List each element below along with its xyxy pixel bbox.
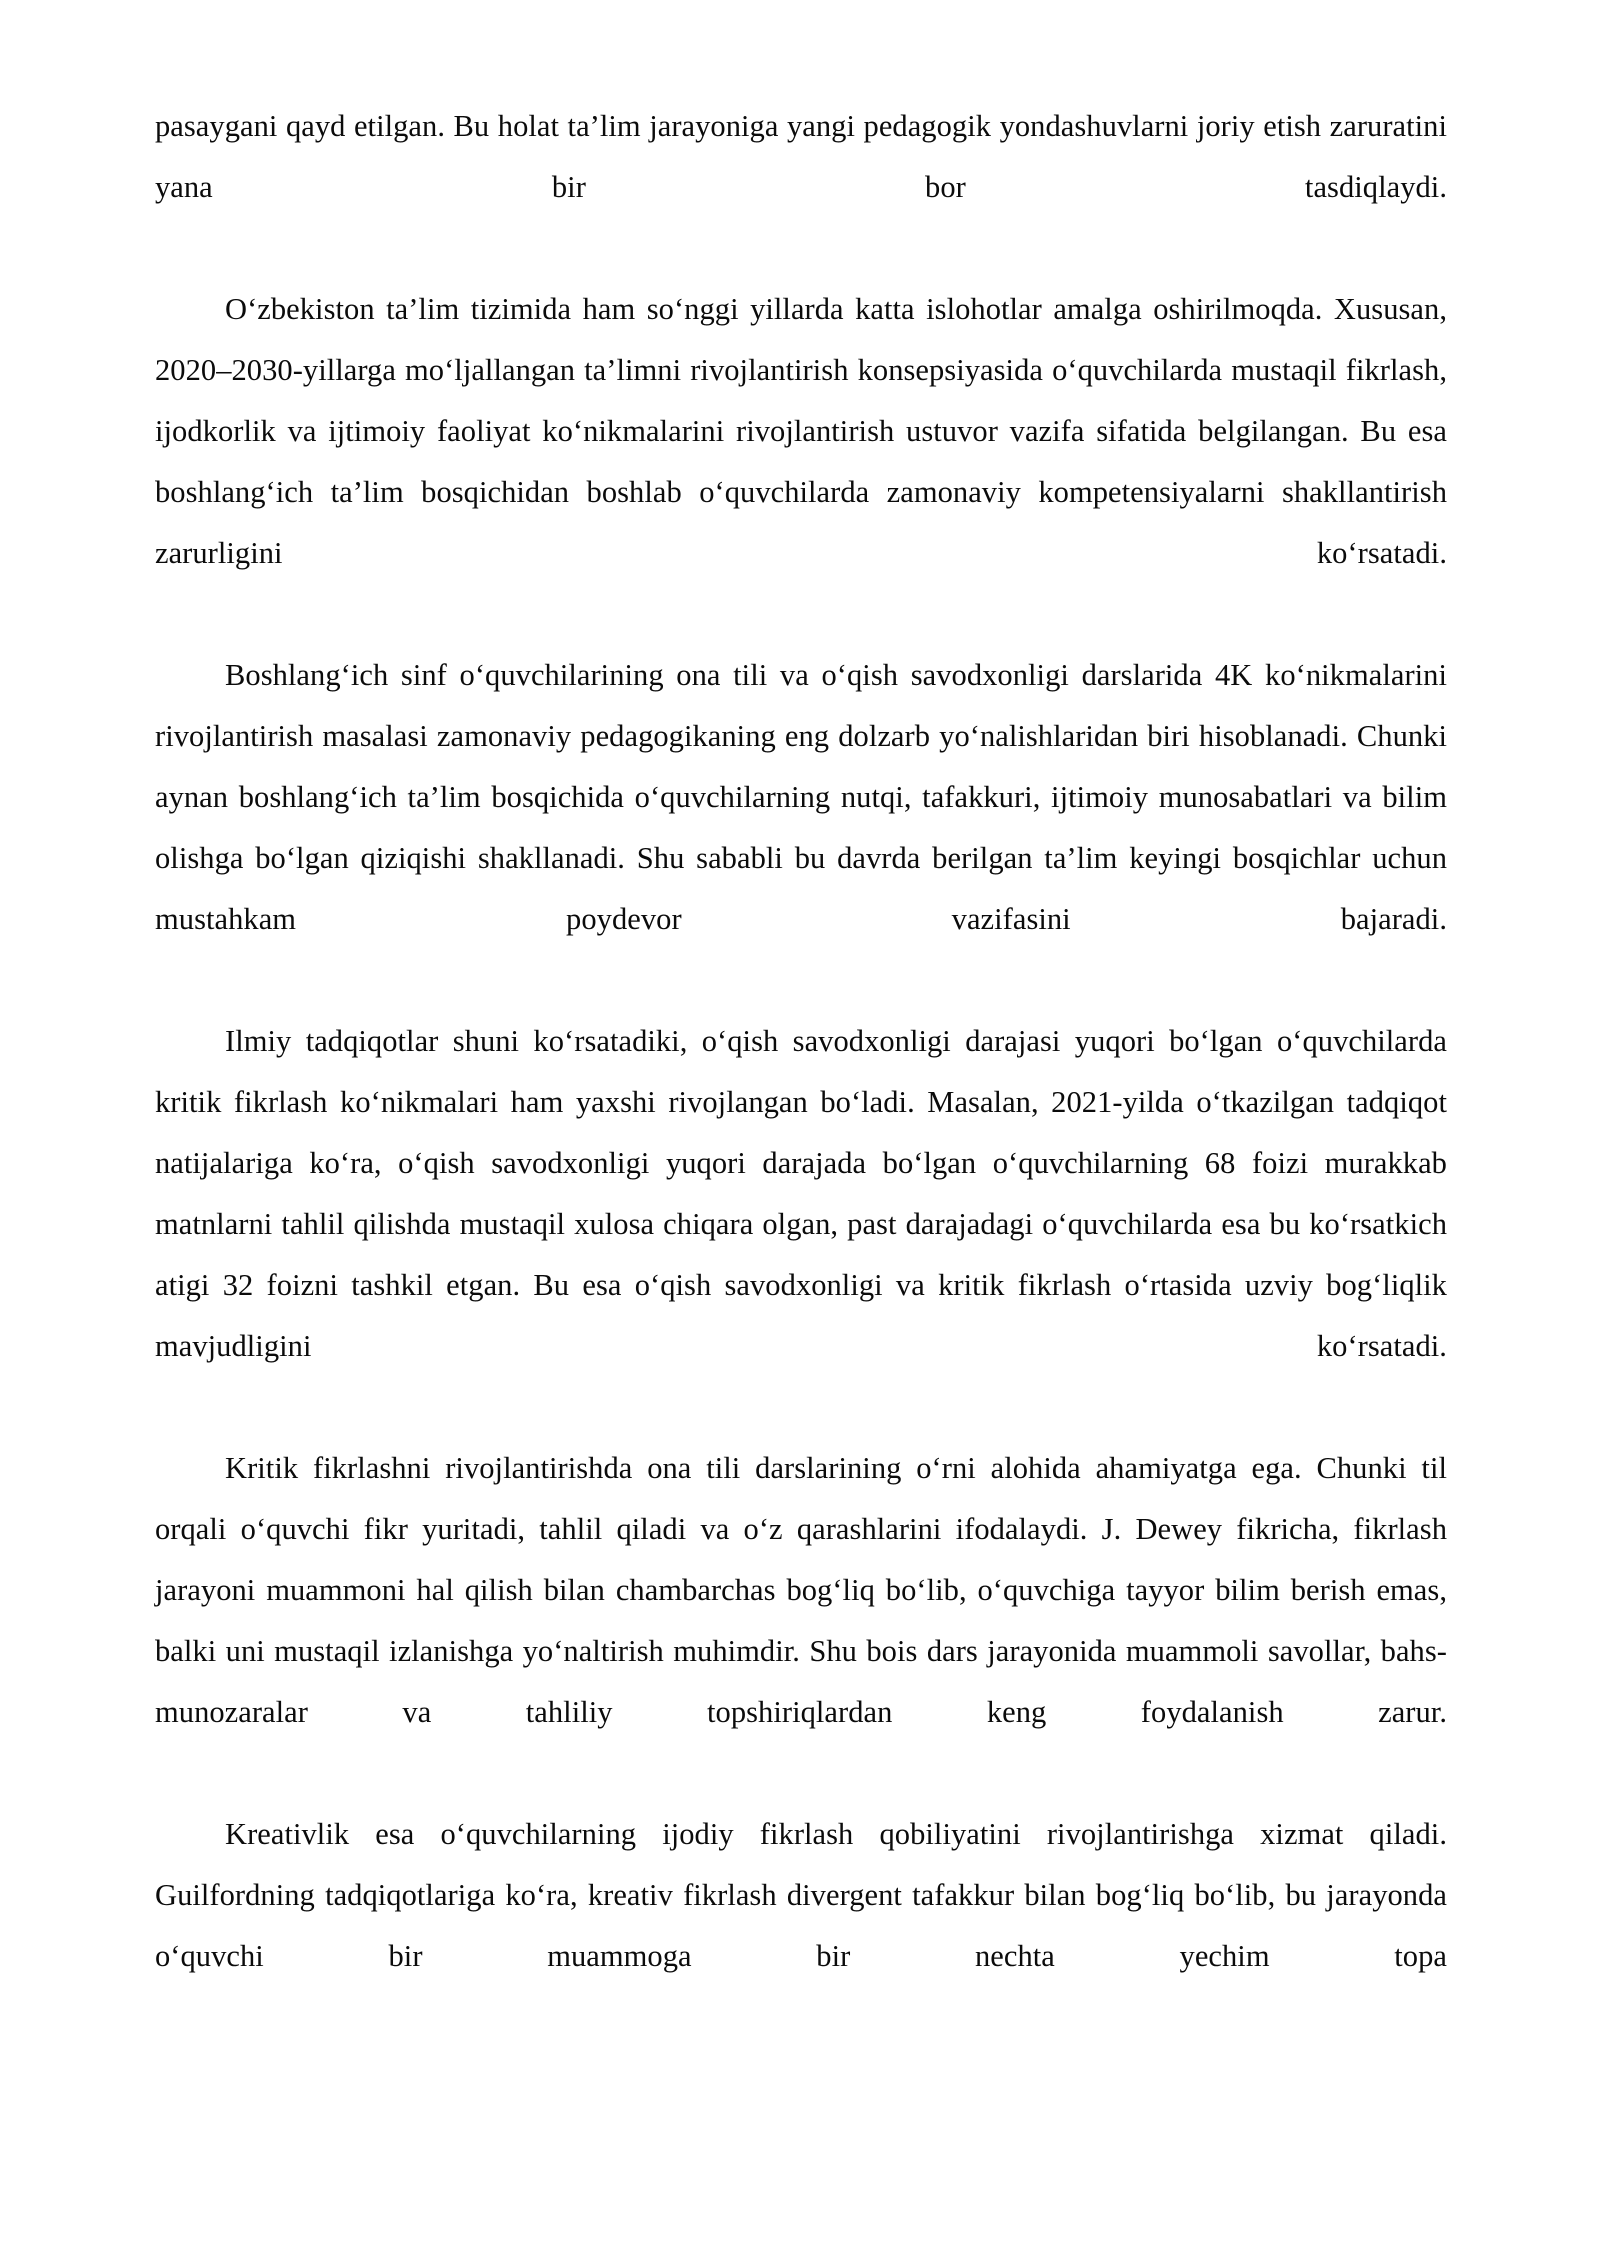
paragraph-3: Boshlangʻich sinf oʻquvchilarining ona tili va oʻqish savodxonligi darslarida 4K koʻnikmalarini rivojlantirish masalasi zamonaviy pedagogikaning eng dolzarb yoʻnalishlaridan biri hisoblanadi. Chunki aynan boshlangʻich ta’lim bosqichida oʻquvchilarning nutqi, tafakkuri, ijtimoiy munosabatlari va bilim olishga boʻlgan qiziqishi shakllanadi. Shu sababli bu davrda berilgan ta’lim keyingi bosqichlar uchun mustahkam poydevor vazifasini bajaradi. (155, 658, 1447, 936)
paragraph-2: Oʻzbekiston ta’lim tizimida ham soʻnggi yillarda katta islohotlar amalga oshirilmoqda. Xususan, 2020–2030-yillarga moʻljallangan ta’limni rivojlantirish konsepsiyasida oʻquvchilarda mustaqil fikrlash, ijodkorlik va ijtimoiy faoliyat koʻnikmalarini rivojlantirish ustuvor vazifa sifatida belgilangan. Bu esa boshlangʻich ta’lim bosqichidan boshlab oʻquvchilarda zamonaviy kompetensiyalarni shakllantirish zarurligini koʻrsatadi. (155, 292, 1447, 570)
paragraph-6: Kreativlik esa oʻquvchilarning ijodiy fikrlash qobiliyatini rivojlantirishga xizmat qiladi. Guilfordning tadqiqotlariga koʻra, kreativ fikrlash divergent tafakkur bilan bogʻliq boʻlib, bu jarayonda oʻquvchi bir muammoga bir nechta yechim topa (155, 1817, 1447, 1973)
paragraph-5: Kritik fikrlashni rivojlantirishda ona tili darslarining oʻrni alohida ahamiyatga ega. Chunki til orqali oʻquvchi fikr yuritadi, tahlil qiladi va oʻz qarashlarini ifodalaydi. J. Dewey fikricha, fikrlash jarayoni muammoni hal qilish bilan chambarchas bogʻliq boʻlib, oʻquvchiga tayyor bilim berish emas, balki uni mustaqil izlanishga yoʻnaltirish muhimdir. Shu bois dars jarayonida muammoli savollar, bahs-munozaralar va tahliliy topshiriqlardan keng foydalanish zarur. (155, 1451, 1447, 1729)
paragraph-1: pasaygani qayd etilgan. Bu holat ta’lim jarayoniga yangi pedagogik yondashuvlarni joriy etish zaruratini yana bir bor tasdiqlaydi. (155, 109, 1447, 204)
document-body (155, 96, 1447, 2048)
paragraph-4: Ilmiy tadqiqotlar shuni koʻrsatadiki, oʻqish savodxonligi darajasi yuqori boʻlgan oʻquvchilarda kritik fikrlash koʻnikmalari ham yaxshi rivojlangan boʻladi. Masalan, 2021-yilda oʻtkazilgan tadqiqot natijalariga koʻra, oʻqish savodxonligi yuqori darajada boʻlgan oʻquvchilarning 68 foizi murakkab matnlarni tahlil qilishda mustaqil xulosa chiqara olgan, past darajadagi oʻquvchilarda esa bu koʻrsatkich atigi 32 foizni tashkil etgan. Bu esa oʻqish savodxonligi va kritik fikrlash oʻrtasida uzviy bogʻliqlik mavjudligini koʻrsatadi. (155, 1024, 1447, 1363)
